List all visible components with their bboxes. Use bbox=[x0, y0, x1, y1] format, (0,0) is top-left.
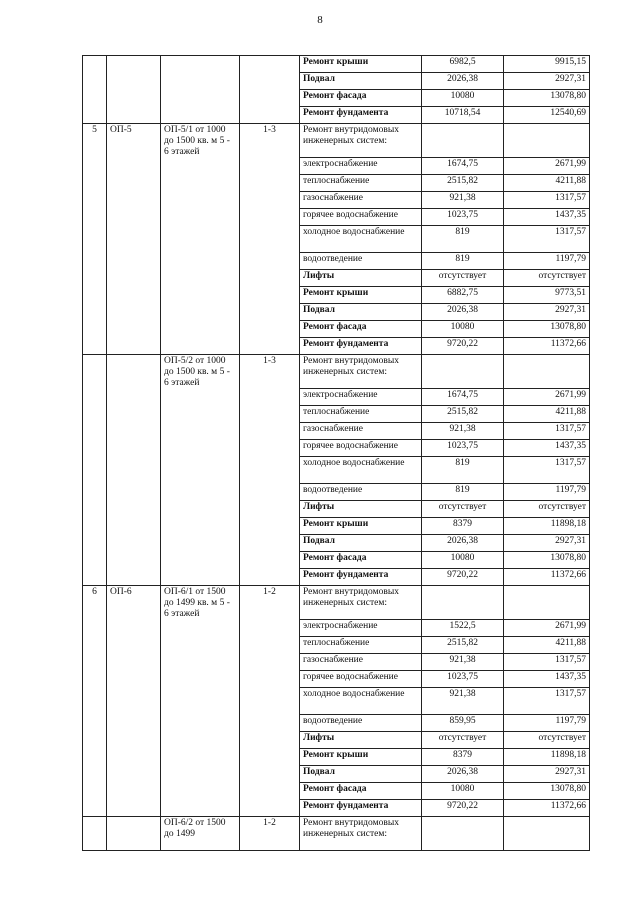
group-code: ОП-5 bbox=[107, 124, 161, 355]
value-min: отсутствует bbox=[422, 732, 504, 749]
value-min: 2515,82 bbox=[422, 175, 504, 192]
repair-item: горячее водоснабжение bbox=[300, 209, 422, 226]
value-min: 10080 bbox=[422, 321, 504, 338]
table-row bbox=[83, 56, 590, 73]
repair-item: Ремонт фасада bbox=[300, 552, 422, 569]
value-max: 2671,99 bbox=[504, 389, 590, 406]
value-min: отсутствует bbox=[422, 270, 504, 287]
value-min: 921,38 bbox=[422, 654, 504, 671]
repair-item: электроснабжение bbox=[300, 389, 422, 406]
value-min: 1023,75 bbox=[422, 209, 504, 226]
repair-item: Ремонт внутридомовых инженерных систем: bbox=[300, 817, 422, 851]
value-max: отсутствует bbox=[504, 270, 590, 287]
repair-item: Ремонт фундамента bbox=[300, 800, 422, 817]
repair-item: электроснабжение bbox=[300, 620, 422, 637]
value-min: 2026,38 bbox=[422, 535, 504, 552]
value-min: 2026,38 bbox=[422, 766, 504, 783]
value-min bbox=[422, 124, 504, 158]
value-min bbox=[422, 586, 504, 620]
group-floors: 1-3 bbox=[240, 124, 300, 355]
value-max: 1317,57 bbox=[504, 457, 590, 484]
value-max: 2927,31 bbox=[504, 766, 590, 783]
value-min: 921,38 bbox=[422, 192, 504, 209]
repair-item: Подвал bbox=[300, 535, 422, 552]
value-min: 10080 bbox=[422, 783, 504, 800]
value-max: отсутствует bbox=[504, 732, 590, 749]
value-max: 1317,57 bbox=[504, 423, 590, 440]
value-max: 11372,66 bbox=[504, 338, 590, 355]
value-max: 13078,80 bbox=[504, 321, 590, 338]
repair-item: горячее водоснабжение bbox=[300, 671, 422, 688]
group-floors bbox=[240, 56, 300, 124]
value-max: 11372,66 bbox=[504, 569, 590, 586]
repair-item: водоотведение bbox=[300, 715, 422, 732]
repair-item: Подвал bbox=[300, 304, 422, 321]
repair-item: водоотведение bbox=[300, 253, 422, 270]
value-max: 1437,35 bbox=[504, 440, 590, 457]
value-max: 2671,99 bbox=[504, 158, 590, 175]
value-min: 819 bbox=[422, 457, 504, 484]
repair-item: Ремонт крыши bbox=[300, 287, 422, 304]
value-max: 4211,88 bbox=[504, 406, 590, 423]
group-name: ОП-5/1 от 1000 до 1500 кв. м 5 - 6 этажей bbox=[161, 124, 240, 355]
repair-item: холодное водоснабжение bbox=[300, 457, 422, 484]
value-max: 2927,31 bbox=[504, 535, 590, 552]
value-min: 1674,75 bbox=[422, 158, 504, 175]
value-max: 4211,88 bbox=[504, 175, 590, 192]
repair-item: Подвал bbox=[300, 73, 422, 90]
repair-item: водоотведение bbox=[300, 484, 422, 501]
repair-item: Ремонт крыши bbox=[300, 749, 422, 766]
value-max: 9773,51 bbox=[504, 287, 590, 304]
repair-cost-table bbox=[82, 55, 590, 851]
value-min: 819 bbox=[422, 253, 504, 270]
table-row bbox=[83, 817, 590, 851]
value-min: 819 bbox=[422, 226, 504, 253]
value-min: 8379 bbox=[422, 518, 504, 535]
value-min: 921,38 bbox=[422, 688, 504, 715]
value-max: 11898,18 bbox=[504, 749, 590, 766]
repair-item: Ремонт фасада bbox=[300, 783, 422, 800]
value-min: 6982,5 bbox=[422, 56, 504, 73]
repair-item: Ремонт фундамента bbox=[300, 569, 422, 586]
value-max: 1317,57 bbox=[504, 226, 590, 253]
repair-item: теплоснабжение bbox=[300, 175, 422, 192]
value-min: 2026,38 bbox=[422, 304, 504, 321]
value-min bbox=[422, 817, 504, 851]
repair-item: Ремонт фасада bbox=[300, 90, 422, 107]
value-max: 13078,80 bbox=[504, 90, 590, 107]
value-max: 1437,35 bbox=[504, 671, 590, 688]
repair-item: Ремонт фасада bbox=[300, 321, 422, 338]
value-min: 1522,5 bbox=[422, 620, 504, 637]
value-min: 2026,38 bbox=[422, 73, 504, 90]
group-name bbox=[161, 56, 240, 124]
value-min: 1023,75 bbox=[422, 440, 504, 457]
value-min: 2515,82 bbox=[422, 637, 504, 654]
value-max: 9915,15 bbox=[504, 56, 590, 73]
repair-item: теплоснабжение bbox=[300, 406, 422, 423]
group-name: ОП-6/1 от 1500 до 1499 кв. м 5 - 6 этажей bbox=[161, 586, 240, 817]
value-max: 12540,69 bbox=[504, 107, 590, 124]
repair-item: Подвал bbox=[300, 766, 422, 783]
value-max: 1317,57 bbox=[504, 654, 590, 671]
group-number: 6 bbox=[83, 586, 107, 817]
group-code bbox=[107, 355, 161, 586]
value-min: 921,38 bbox=[422, 423, 504, 440]
group-number bbox=[83, 355, 107, 586]
group-code: ОП-6 bbox=[107, 586, 161, 817]
value-min: 859,95 bbox=[422, 715, 504, 732]
value-min: 9720,22 bbox=[422, 569, 504, 586]
repair-item: Ремонт внутридомовых инженерных систем: bbox=[300, 586, 422, 620]
table-row bbox=[83, 586, 590, 620]
value-min: 819 bbox=[422, 484, 504, 501]
value-max bbox=[504, 355, 590, 389]
repair-item: теплоснабжение bbox=[300, 637, 422, 654]
value-min: 9720,22 bbox=[422, 338, 504, 355]
value-min bbox=[422, 355, 504, 389]
value-max: 2671,99 bbox=[504, 620, 590, 637]
value-max: 4211,88 bbox=[504, 637, 590, 654]
value-min: 6882,75 bbox=[422, 287, 504, 304]
page-number: 8 bbox=[317, 14, 323, 26]
group-number bbox=[83, 817, 107, 851]
value-max: 1317,57 bbox=[504, 688, 590, 715]
group-number bbox=[83, 56, 107, 124]
value-max: 11898,18 bbox=[504, 518, 590, 535]
value-max: 1197,79 bbox=[504, 253, 590, 270]
value-max: 1317,57 bbox=[504, 192, 590, 209]
value-min: 1674,75 bbox=[422, 389, 504, 406]
value-max bbox=[504, 124, 590, 158]
value-max bbox=[504, 817, 590, 851]
repair-item: газоснабжение bbox=[300, 192, 422, 209]
value-max: отсутствует bbox=[504, 501, 590, 518]
repair-item: Ремонт фундамента bbox=[300, 338, 422, 355]
group-name: ОП-6/2 от 1500 до 1499 bbox=[161, 817, 240, 851]
value-max: 11372,66 bbox=[504, 800, 590, 817]
repair-item: Лифты bbox=[300, 501, 422, 518]
repair-item: горячее водоснабжение bbox=[300, 440, 422, 457]
repair-item: холодное водоснабжение bbox=[300, 226, 422, 253]
repair-item: Лифты bbox=[300, 270, 422, 287]
value-min: 10718,54 bbox=[422, 107, 504, 124]
value-min: 1023,75 bbox=[422, 671, 504, 688]
value-max: 1197,79 bbox=[504, 715, 590, 732]
value-min: отсутствует bbox=[422, 501, 504, 518]
repair-item: холодное водоснабжение bbox=[300, 688, 422, 715]
value-min: 8379 bbox=[422, 749, 504, 766]
repair-item: Ремонт крыши bbox=[300, 56, 422, 73]
repair-item: Лифты bbox=[300, 732, 422, 749]
group-number: 5 bbox=[83, 124, 107, 355]
repair-item: Ремонт фундамента bbox=[300, 107, 422, 124]
repair-item: Ремонт внутридомовых инженерных систем: bbox=[300, 355, 422, 389]
repair-item: Ремонт крыши bbox=[300, 518, 422, 535]
group-code bbox=[107, 56, 161, 124]
value-max: 1437,35 bbox=[504, 209, 590, 226]
value-min: 2515,82 bbox=[422, 406, 504, 423]
value-max: 1197,79 bbox=[504, 484, 590, 501]
value-max: 2927,31 bbox=[504, 73, 590, 90]
value-min: 10080 bbox=[422, 90, 504, 107]
repair-item: газоснабжение bbox=[300, 423, 422, 440]
value-max bbox=[504, 586, 590, 620]
group-name: ОП-5/2 от 1000 до 1500 кв. м 5 - 6 этажей bbox=[161, 355, 240, 586]
repair-item: электроснабжение bbox=[300, 158, 422, 175]
table-row bbox=[83, 355, 590, 389]
group-floors: 1-2 bbox=[240, 586, 300, 817]
group-floors: 1-3 bbox=[240, 355, 300, 586]
repair-item: Ремонт внутридомовых инженерных систем: bbox=[300, 124, 422, 158]
value-min: 9720,22 bbox=[422, 800, 504, 817]
group-code bbox=[107, 817, 161, 851]
value-min: 10080 bbox=[422, 552, 504, 569]
repair-item: газоснабжение bbox=[300, 654, 422, 671]
group-floors: 1-2 bbox=[240, 817, 300, 851]
value-max: 13078,80 bbox=[504, 783, 590, 800]
value-max: 13078,80 bbox=[504, 552, 590, 569]
value-max: 2927,31 bbox=[504, 304, 590, 321]
table-row bbox=[83, 124, 590, 158]
